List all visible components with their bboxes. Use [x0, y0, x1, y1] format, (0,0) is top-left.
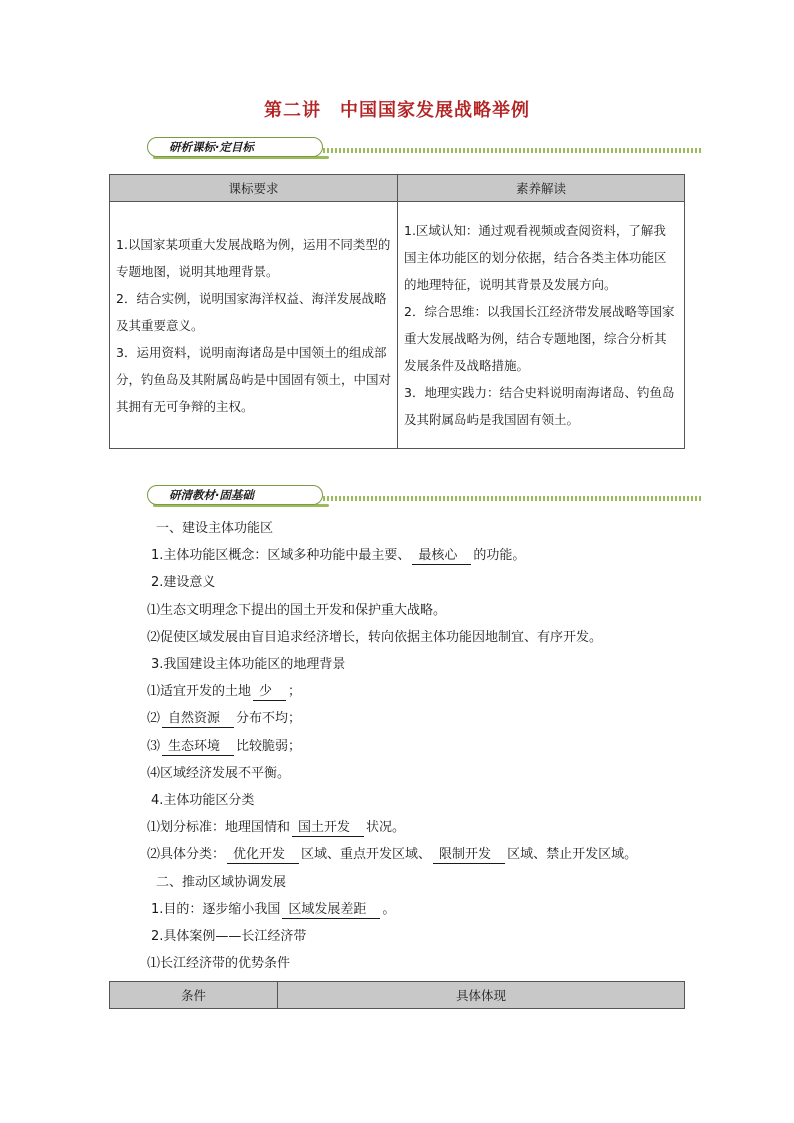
content-line: 4.主体功能区分类: [151, 793, 255, 809]
fill-blank-answer: 限制开发: [433, 846, 505, 864]
content-line: 2.建设意义: [151, 575, 216, 591]
text: 区域、禁止开发区域。: [507, 847, 638, 863]
fill-blank-answer: 少: [253, 683, 286, 701]
content-line: [147, 814, 707, 841]
banner-stripe: [323, 148, 701, 153]
text: 。: [382, 901, 396, 917]
content-line: 2.具体案例——长江经济带: [151, 929, 307, 945]
table-header: 条件: [110, 982, 278, 1009]
text: 区域、重点开发区域、: [301, 847, 432, 863]
section-banner-standards: [147, 137, 702, 163]
text: 状况。: [366, 820, 406, 836]
text: 比较脆弱；: [236, 738, 302, 754]
content-line: [147, 841, 707, 868]
fill-blank-answer: 自然资源: [162, 710, 234, 728]
content-line: ⑵促使区域发展由盲目追求经济增长，转向依据主体功能因地制宜、有序开发。: [147, 629, 603, 645]
banner-label: 研清教材·固基础: [169, 488, 254, 502]
requirements-cell: [110, 202, 398, 449]
content-body: [147, 515, 707, 977]
banner-label: 研析课标·定目标: [169, 140, 254, 154]
standards-table: [109, 174, 685, 449]
requirement-item: 3．运用资料，说明南海诸岛是中国领土的组成部分，钓鱼岛及其附属岛屿是中国固有领土，中国对其拥有无可争辩的主权。: [116, 344, 392, 414]
content-line: [147, 705, 707, 732]
text: 1.目的：逐步缩小我国: [151, 901, 281, 917]
fill-blank-answer: 生态环境: [162, 738, 234, 756]
text: ⑴划分标准：地理国情和: [147, 820, 291, 836]
text: ⑵: [147, 711, 161, 727]
fill-blank-answer: 优化开发: [227, 846, 299, 864]
section-heading: 一、建设主体功能区: [156, 521, 274, 536]
content-line: [147, 678, 707, 705]
table-header: 课标要求: [110, 175, 398, 202]
requirement-item: 2．结合实例，说明国家海洋权益、海洋发展战略及其重要意义。: [116, 290, 387, 333]
section-heading: 二、推动区域协调发展: [156, 874, 287, 890]
fill-blank-answer: 国土开发: [292, 819, 364, 837]
fill-blank-answer: 最核心: [412, 547, 471, 565]
literacy-item: 3．地理实践力：结合史料说明南海诸岛、钓鱼岛及其附属岛屿是我国固有领土。: [404, 385, 675, 427]
text: 分布不均；: [236, 711, 302, 727]
content-line: [147, 896, 707, 923]
literacy-item: 1.区域认知：通过观看视频或查阅资料，了解我国主体功能区的划分依据，结合各类主体功能区的地理特征，说明其背景及发展方向。: [404, 223, 667, 292]
text: ⑵具体分类：: [147, 847, 226, 863]
content-line: [147, 542, 707, 569]
literacy-item: 2．综合思维：以我国长江经济带发展战略等国家重大发展战略为例，结合专题地图，综合分析其发展条件及战略措施。: [404, 304, 675, 373]
text: 的功能。: [473, 548, 526, 564]
text: ；: [288, 684, 302, 700]
fill-blank-answer: 区域发展差距: [282, 901, 380, 919]
table-header: 具体体现: [278, 982, 685, 1009]
content-line: ⑴长江经济带的优势条件: [147, 956, 291, 972]
requirement-item: 1.以国家某项重大发展战略为例，运用不同类型的专题地图，说明其地理背景。: [116, 236, 391, 279]
content-line: 3.我国建设主体功能区的地理背景: [151, 657, 346, 673]
conditions-table: [109, 981, 685, 1009]
content-line: ⑴生态文明理念下提出的国土开发和保护重大战略。: [147, 602, 447, 618]
text: ⑴适宜开发的土地: [147, 684, 252, 700]
literacy-cell: [398, 202, 685, 449]
text: ⑶: [147, 738, 161, 754]
content-line: ⑷区域经济发展不平衡。: [147, 765, 291, 781]
text: 1.主体功能区概念：区域多种功能中最主要、: [151, 548, 411, 564]
banner-stripe: [323, 496, 701, 501]
section-banner-textbook: [147, 485, 702, 511]
content-line: [147, 733, 707, 760]
table-header: 素养解读: [398, 175, 685, 202]
page-title: 第二讲 中国国家发展战略举例: [264, 100, 530, 121]
